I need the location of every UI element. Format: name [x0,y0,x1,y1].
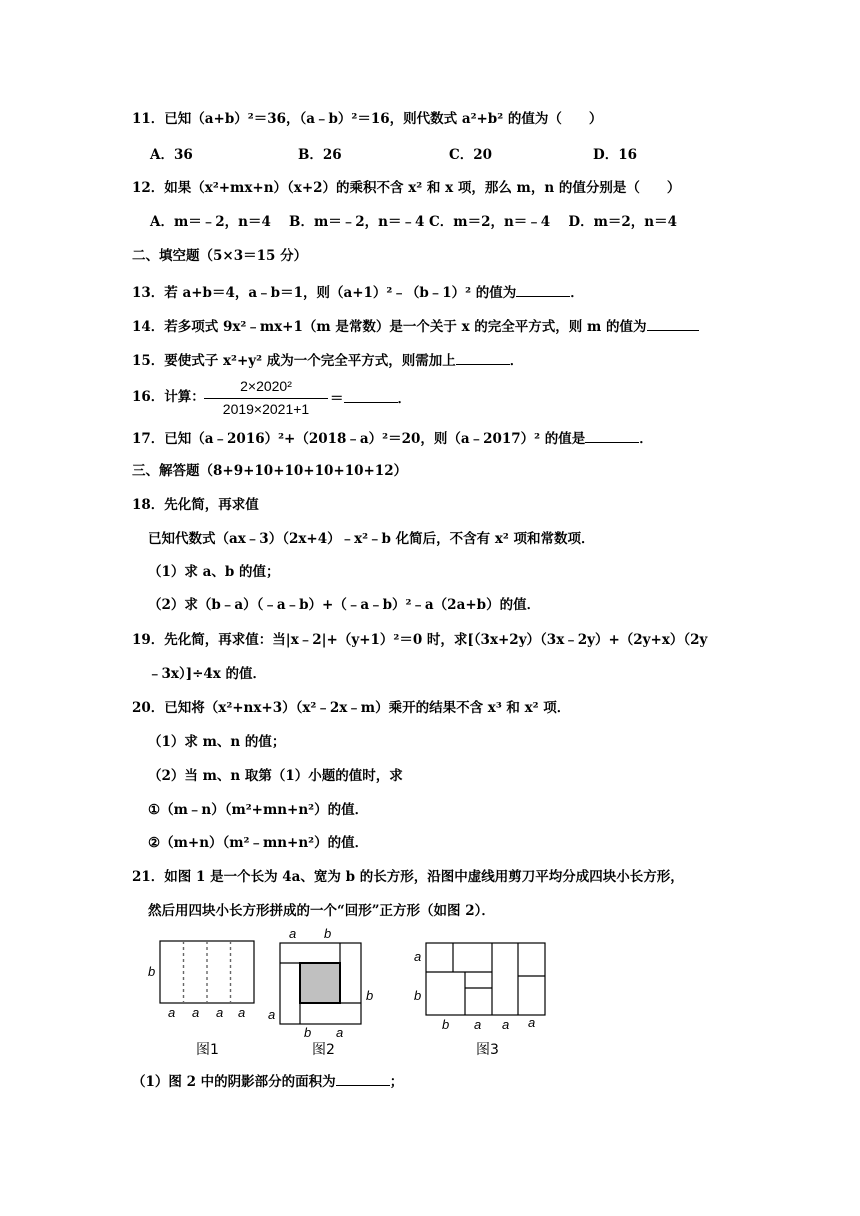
answer-blank [647,316,699,331]
fig1-caption: 图1 [196,1042,219,1058]
answer-blank [344,388,398,403]
fig3-bottom-label: a [474,1017,482,1032]
fig3-bottom-label: b [442,1017,450,1032]
fraction-bar [204,398,328,399]
fig1-bottom-label: a [168,1005,176,1020]
fig3-bottom-label: a [502,1017,510,1032]
figure-3 [414,943,545,1058]
question-11: 11．已知（a+b）²＝36，（a﹣b）²＝16，则代数式 a²+b² 的值为（ ） [132,111,603,127]
fig2-caption: 图2 [312,1042,335,1058]
question-18-part-2: （2）求（b﹣a）（﹣a﹣b）+（﹣a﹣b）²﹣a（2a+b）的值． [148,597,541,613]
fraction-numerator: 2×2020² [240,378,292,394]
fig3-left-label: b [414,988,422,1003]
fig1-bottom-label: a [216,1005,224,1020]
figure-2 [268,926,373,1058]
fig2-shaded-square [300,963,340,1003]
period: ． [397,391,411,407]
answer-blank [456,350,510,365]
question-19-cont: ﹣3x）]÷4x 的值． [148,666,267,682]
figure-1 [148,941,254,1058]
question-20-part-2: （2）当 m、n 取第（1）小题的值时，求 [148,768,403,784]
fig2-top-label: b [324,926,332,941]
question-20: 20．已知将（x²+nx+3）（x²﹣2x﹣m）乘开的结果不含 x³ 和 x² 项． [132,700,571,716]
question-18: 18．先化简，再求值 [132,497,259,513]
fig2-right-label: b [366,988,374,1003]
question-19: 19．先化简，再求值：当|x﹣2|+（y+1）²＝0 时，求[（3x+2y）（3x﹣2y）+（2y+x）（2y [132,632,708,648]
fig3-rectangle [426,943,545,1015]
question-20-part-b: ②（m+n）（m²﹣mn+n²）的值． [148,835,369,851]
question-18-body: 已知代数式（ax﹣3）（2x+4）﹣x²﹣b 化简后，不含有 x² 项和常数项． [148,531,595,547]
question-15-text: 15．要使式子 x²+y² 成为一个完全平方式，则需加上 [132,353,456,369]
answer-blank [336,1071,390,1086]
fig3-left-label: a [414,949,422,964]
question-17-text: 17．已知（a﹣2016）²+（2018﹣a）²＝20，则（a﹣2017）² 的值是 [132,431,586,447]
period: ． [509,353,524,369]
fig2-bottom-label: a [336,1025,344,1040]
period: ． [570,285,584,301]
question-12: 12．如果（x²+mx+n）（x+2）的乘积不含 x² 和 x 项，那么 m，n 的值分别是（ ） [132,180,681,196]
answer-blank [585,428,639,443]
period: ． [639,431,653,447]
fraction-denominator: 2019×2021+1 [222,401,310,417]
fig2-left-label: a [268,1007,276,1022]
question-18-part-1: （1）求 a、b 的值； [148,564,280,580]
question-17 [132,428,860,448]
option-d: D．16 [593,147,637,163]
option-c: C．20 [449,147,493,163]
question-14 [132,316,860,336]
section-2-heading: 二、填空题（5×3＝15 分） [132,248,308,264]
option-b: B．26 [298,147,342,163]
question-15 [132,350,860,370]
question-12-options: A．m＝﹣2，n＝4 B．m＝﹣2，n＝﹣4 C．m＝2，n＝﹣4 D．m＝2，n＝4 [150,214,677,230]
question-20-part-1: （1）求 m、n 的值； [148,734,286,750]
section-3-heading: 三、解答题（8+9+10+10+10+10+12） [132,463,408,479]
question-20-part-a: ①（m﹣n）（m²+mn+n²）的值． [148,802,369,818]
fig3-caption: 图3 [476,1042,499,1058]
figures-panel [140,924,560,1064]
question-13-text: 13．若 a+b＝4，a﹣b＝1，则（a+1）²﹣（b﹣1）² 的值为 [132,285,517,301]
question-13 [132,282,860,302]
question-16: 16．计算： [132,389,205,405]
question-16-answer [330,388,411,408]
fig2-top-label: a [289,926,297,941]
fig1-bottom-label: a [238,1005,246,1020]
equals-sign: ＝ [330,391,344,407]
question-14-text: 14．若多项式 9x²﹣mx+1（m 是常数）是一个关于 x 的完全平方式，则 m 的值为 [132,319,647,335]
fig1-bottom-label: a [192,1005,200,1020]
answer-blank [516,282,570,297]
question-21: 21．如图 1 是一个长为 4a、宽为 b 的长方形，沿图中虚线用剪刀平均分成四块小长方形， [132,869,684,885]
question-21-part-1 [132,1071,860,1091]
fig2-bottom-label: b [304,1025,312,1040]
fig1-side-label: b [148,964,156,979]
fig3-bottom-label: a [528,1015,536,1030]
question-21-part-1-text: （1）图 2 中的阴影部分的面积为 [132,1074,336,1090]
semicolon: ； [389,1074,404,1090]
question-21-cont: 然后用四块小长方形拼成的一个“回形”正方形（如图 2）． [148,903,495,919]
option-a: A．36 [150,147,193,163]
